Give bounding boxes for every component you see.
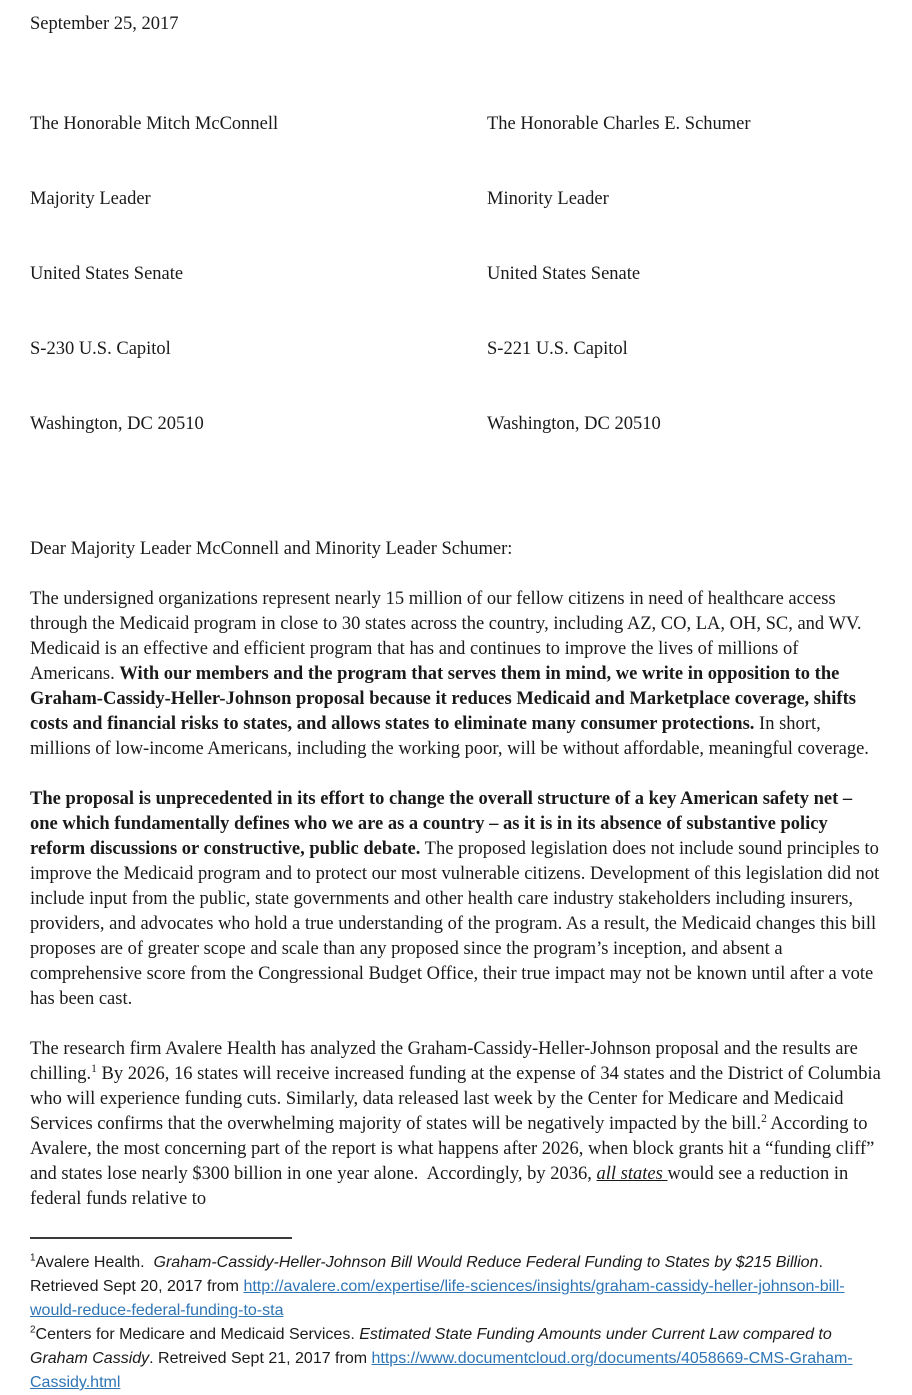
text-run: . Retrieved Sept 20, 2017 from [30, 1254, 828, 1295]
paragraph-opposition [30, 587, 884, 762]
text-run: In short, millions of low-income Americans, including the working poor, will be without affordable, meaningful coverage. [30, 714, 869, 759]
address-line: Washington, DC 20510 [30, 414, 204, 434]
text-run: would see a reduction in federal funds relative to [30, 1164, 853, 1209]
superscript-marker: 2 [761, 1112, 767, 1125]
address-line: Majority Leader [30, 189, 151, 209]
text-run: Centers for Medicare and Medicaid Services. [35, 1326, 360, 1343]
footnotes-section [30, 1237, 884, 1395]
text-run: With our members and the program that serves them in mind, we write in opposition to the Graham-Cassidy-Heller-Johnson proposal because it reduces Medicaid and Marketplace coverage, shifts costs and financial risks to states, and allows states to eliminate many consumer protections. [30, 664, 861, 734]
text-run: . Retreived Sept 21, 2017 from [149, 1350, 372, 1367]
footnote-link[interactable]: http://avalere.com/expertise/life-sciences/insights/graham-cassidy-heller-johnson-bill-would-reduce-federal-funding-to-sta [30, 1278, 845, 1319]
address-line: The Honorable Charles E. Schumer [487, 114, 751, 134]
superscript-marker: 1 [91, 1062, 97, 1075]
letter-date: September 25, 2017 [30, 14, 179, 34]
text-run: The undersigned organizations represent nearly 15 million of our fellow citizens in need of healthcare access through the Medicaid program in close to 30 states across the country, including AZ, CO, LA, OH, SC, and WV. Medicaid is an effective and efficient program that has and continues to improve the lives of millions of Americans. [30, 589, 867, 684]
address-line: United States Senate [487, 264, 641, 284]
address-line: S-230 U.S. Capitol [30, 339, 171, 359]
address-line: Washington, DC 20510 [487, 414, 661, 434]
text-run: According to Avalere, the most concerning part of the report is what happens after 2026, when block grants hit a “funding cliff” and states lose nearly $300 billion in one year alone. Accordingly, by 2036, [30, 1114, 880, 1184]
text-run: Graham-Cassidy-Heller-Johnson Bill Would Reduce Federal Funding to States by $215 Billion [153, 1254, 819, 1271]
paragraph-unprecedented [30, 787, 884, 1012]
text-run: all states [596, 1164, 668, 1184]
text-run: The research firm Avalere Health has analyzed the Graham-Cassidy-Heller-Johnson proposal and the results are chilling. [30, 1039, 863, 1084]
address-line: United States Senate [30, 264, 184, 284]
text-run: By 2026, 16 states will receive increased funding at the expense of 34 states and the District of Columbia who will experience funding cuts. Similarly, data released last week by the Center for Medicare and Medicaid Services confirms that the overwhelming majority of states will be negatively impacted by the bill. [30, 1064, 886, 1134]
footnote-1 [30, 1251, 884, 1323]
address-line: The Honorable Mitch McConnell [30, 114, 279, 134]
paragraph-avalere-analysis [30, 1037, 884, 1212]
footnote-2 [30, 1323, 884, 1395]
text-run: Estimated State Funding Amounts under Current Law compared to Graham Cassidy [30, 1326, 837, 1367]
superscript-marker: 1 [30, 1252, 36, 1264]
address-line: S-221 U.S. Capitol [487, 339, 628, 359]
address-line: Minority Leader [487, 189, 609, 209]
text-run: The proposal is unprecedented in its effort to change the overall structure of a key American safety net – one which fundamentally defines who we are as a country – as it is in its absence of substantive policy reform discussions or constructive, public debate. [30, 789, 857, 859]
salutation: Dear Majority Leader McConnell and Minority Leader Schumer: [30, 539, 513, 559]
superscript-marker: 2 [30, 1324, 36, 1336]
recipient-addresses [30, 62, 884, 487]
footnote-separator [30, 1237, 292, 1239]
text-run: The proposed legislation does not include sound principles to improve the Medicaid program and to protect our most vulnerable citizens. Development of this legislation did not include input from the public, state governments and other health care industry stakeholders including insurers, providers, and advocates who hold a true understanding of the program. As a result, the Medicaid changes this bill proposes are of greater scope and scale than any proposed since the program’s inception, and absent a comprehensive score from the Congressional Budget Office, their true impact may not be known until after a vote has been cast. [30, 839, 884, 1009]
footnote-link[interactable]: https://www.documentcloud.org/documents/4058669-CMS-Graham-Cassidy.html [30, 1350, 853, 1391]
text-run: Avalere Health. [35, 1254, 154, 1271]
recipient-address-mcconnell [30, 62, 487, 487]
recipient-address-schumer [487, 62, 884, 487]
